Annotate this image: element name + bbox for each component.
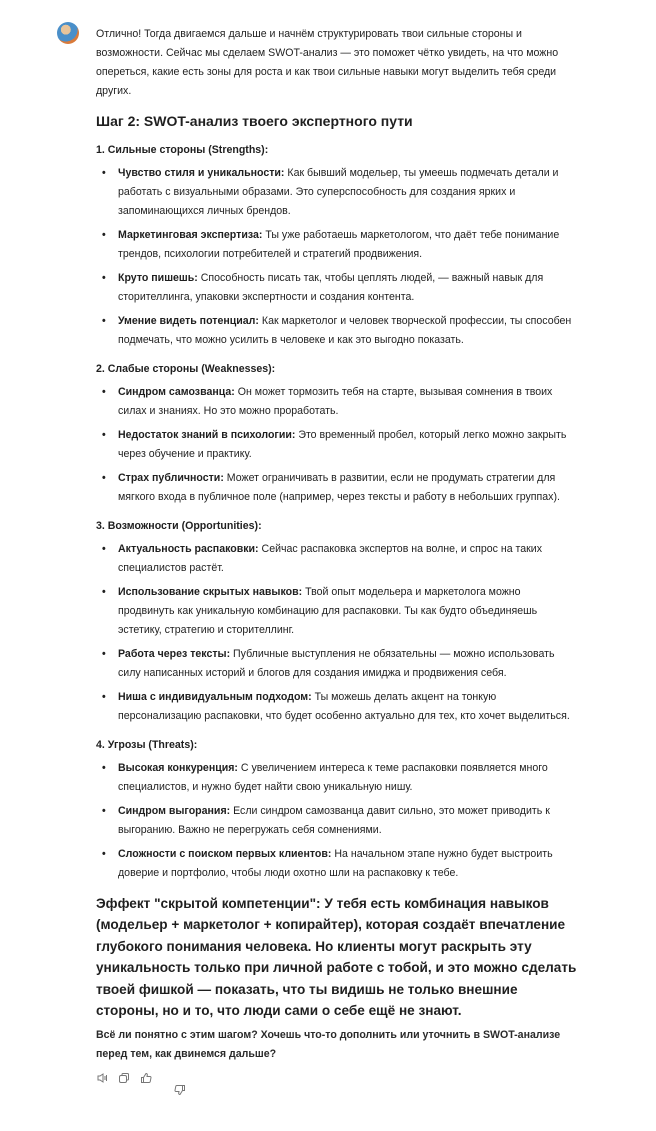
item-term: Сложности с поиском первых клиентов: <box>118 848 332 860</box>
item-term: Использование скрытых навыков: <box>118 586 303 598</box>
item-term: Актуальность распаковки: <box>118 543 259 555</box>
section-list <box>96 759 580 883</box>
list-item <box>96 645 580 683</box>
item-text: Публичные выступления не обязательны — можно использовать силу написанных историй и блогов для создания имиджа и продвижения себя. <box>118 648 555 679</box>
item-term: Круто пишешь: <box>118 272 198 284</box>
bullet-marker: • <box>102 543 106 555</box>
list-item <box>96 383 580 421</box>
item-text: Сейчас распаковка экспертов на волне, и спрос на таких специалистов растёт. <box>118 543 543 574</box>
bullet-marker: • <box>102 386 106 398</box>
item-term: Синдром выгорания: <box>118 805 231 817</box>
follow-up-question: Всё ли понятно с этим шагом? Хочешь что-то дополнить или уточнить в SWOT-анализе перед тем, как двинемся дальше? <box>96 1029 561 1061</box>
section-list <box>96 164 580 350</box>
list-item <box>96 469 580 507</box>
bullet-marker: • <box>102 805 106 817</box>
item-text: Твой опыт модельера и маркетолога можно продвинуть как уникальную комбинацию для распаковки. Ты как будто объединяешь эстетику, стратегию и сторителлинг. <box>118 586 538 636</box>
read-aloud-icon[interactable] <box>96 1072 108 1084</box>
item-term: Синдром самозванца: <box>118 386 235 398</box>
thumbs-up-icon[interactable] <box>140 1072 152 1084</box>
list-item <box>96 312 580 350</box>
item-term: Чувство стиля и уникальности: <box>118 167 285 179</box>
list-item <box>96 540 580 578</box>
item-text: Если синдром самозванца давит сильно, это может приводить к выгоранию. Важно не перегружать себя сомнениями. <box>118 805 550 836</box>
item-text: Ты уже работаешь маркетологом, что даёт тебе понимание трендов, психологии потребителей и стратегий продвижения. <box>118 229 560 260</box>
bullet-marker: • <box>102 315 106 327</box>
list-item <box>96 759 580 797</box>
item-term: Страх публичности: <box>118 472 224 484</box>
bullet-marker: • <box>102 229 106 241</box>
item-text: С увеличением интереса к теме распаковки появляется много специалистов, и нужно будет найти свою уникальную нишу. <box>118 762 548 793</box>
list-item <box>96 802 580 840</box>
item-term: Ниша с индивидуальным подходом: <box>118 691 312 703</box>
item-term: Недостаток знаний в психологии: <box>118 429 296 441</box>
section-list <box>96 383 580 507</box>
section-title: 1. Сильные стороны (Strengths): <box>96 144 269 156</box>
bullet-marker: • <box>102 648 106 660</box>
list-item <box>96 845 580 883</box>
item-text: Как бывший модельер, ты умеешь подмечать детали и работать с визуальными образами. Это суперспособность для создания ярких и запоминающихся личных брендов. <box>118 167 559 217</box>
item-term: Маркетинговая экспертиза: <box>118 229 263 241</box>
message-actions <box>96 1072 580 1084</box>
item-text: На начальном этапе нужно будет выстроить доверие и портфолио, чтобы люди охотно шли на распаковку к тебе. <box>118 848 553 879</box>
item-text: Ты можешь делать акцент на тонкую персонализацию распаковки, что будет особенно актуально для тех, кто хочет выделиться. <box>118 691 570 722</box>
copy-icon[interactable] <box>118 1072 130 1084</box>
list-item <box>96 269 580 307</box>
intro-paragraph: Отлично! Тогда двигаемся дальше и начнём структурировать твои сильные стороны и возможности. Сейчас мы сделаем SWOT-анализ — это поможет чётко увидеть, на что можно опереться, какие есть зоны для роста и как твои сильные навыки могут выделить тебя среди других. <box>96 28 559 97</box>
list-item <box>96 583 580 640</box>
item-term: Высокая конкуренция: <box>118 762 238 774</box>
thumbs-down-icon[interactable] <box>162 1072 174 1084</box>
section-list <box>96 540 580 726</box>
item-text: Может ограничивать в развитии, если не продумать стратегии для мягкого входа в публичное поле (например, через тексты и работу в небольших группах). <box>118 472 560 503</box>
bullet-marker: • <box>102 691 106 703</box>
bullet-marker: • <box>102 272 106 284</box>
bullet-marker: • <box>102 762 106 774</box>
bullet-marker: • <box>102 848 106 860</box>
list-item <box>96 688 580 726</box>
section-title: 2. Слабые стороны (Weaknesses): <box>96 363 276 375</box>
bullet-marker: • <box>102 472 106 484</box>
item-term: Работа через тексты: <box>118 648 231 660</box>
assistant-avatar <box>57 22 79 44</box>
section-title: 4. Угрозы (Threats): <box>96 739 198 751</box>
item-text: Как маркетолог и человек творческой профессии, ты способен подмечать, что можно усилить в человеке и как это выгодно показать. <box>118 315 572 346</box>
bullet-marker: • <box>102 429 106 441</box>
item-text: Он может тормозить тебя на старте, вызывая сомнения в твоих силах и знаниях. Но это можно проработать. <box>118 386 553 417</box>
list-item <box>96 426 580 464</box>
item-text: Способность писать так, чтобы цеплять людей, — важный навык для сторителлинга, упаковки экспертности и создания контента. <box>118 272 544 303</box>
step-heading: Шаг 2: SWOT-анализ твоего экспертного пути <box>96 113 413 129</box>
list-item <box>96 164 580 221</box>
bullet-marker: • <box>102 586 106 598</box>
swot-sections <box>96 141 580 883</box>
bullet-marker: • <box>102 167 106 179</box>
section-title: 3. Возможности (Opportunities): <box>96 520 262 532</box>
item-term: Умение видеть потенциал: <box>118 315 259 327</box>
item-text: Это временный пробел, который легко можно закрыть через обучение и практику. <box>118 429 567 460</box>
assistant-message <box>96 25 580 1084</box>
effect-paragraph: Эффект "скрытой компетенции": У тебя есть комбинация навыков (модельер + маркетолог + копирайтер), которая создаёт впечатление глубокого понимания человека. Но клиенты могут раскрыть эту уникальность только при личной работе с тобой, и это можно сделать твоей фишкой — показать, что ты видишь не только внешние стороны, но и то, что люди сами о себе ещё не знают. <box>96 896 577 1019</box>
list-item <box>96 226 580 264</box>
